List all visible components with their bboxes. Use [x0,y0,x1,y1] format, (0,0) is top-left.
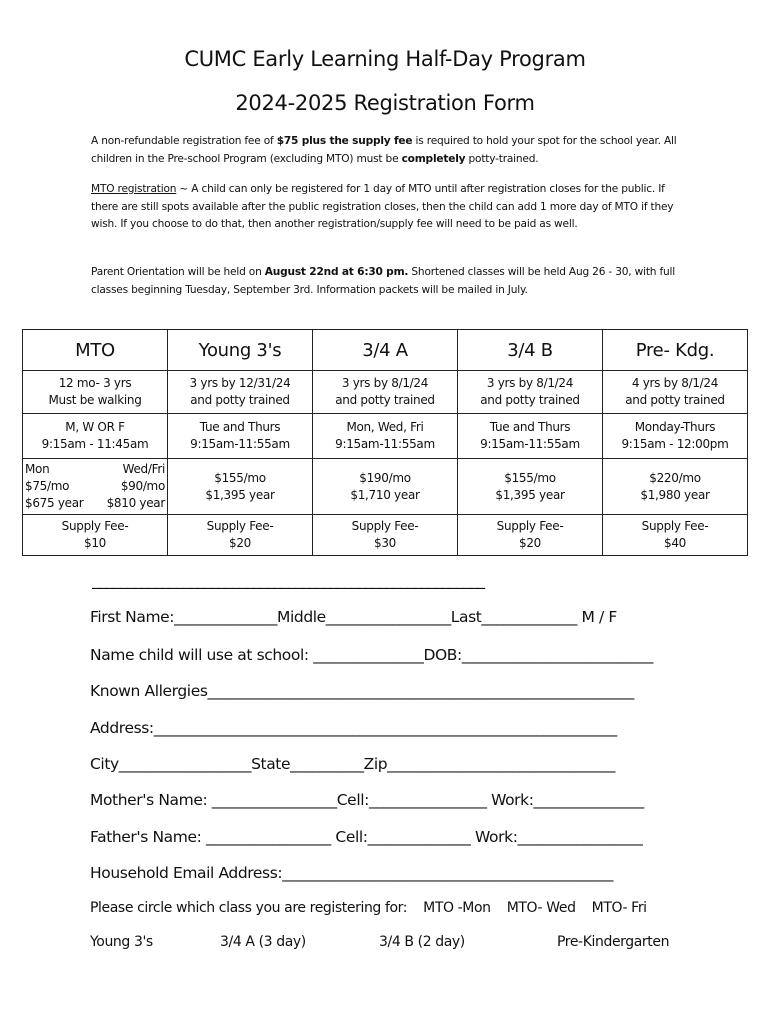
school-name-dob-line[interactable]: Name child will use at school: _______________DOB:__________________________ [90,646,653,664]
option-34b[interactable]: 3/4 B (2 day) [379,934,465,950]
age-line: Must be walking [48,393,142,407]
age-line: 12 mo- 3 yrs [58,376,132,390]
age-line: and potty trained [625,393,725,407]
price-monthly: $155/mo [504,470,556,485]
header-34b: 3/4 B [458,330,603,371]
price-cell [603,459,748,515]
fee-cell [313,515,458,556]
supply-fee-row [23,515,748,556]
city-state-zip-line[interactable]: City__________________State__________Zip_______________________________ [90,755,616,773]
schedule-days: Tue and Thurs [199,420,281,434]
schedule-cell [313,414,458,459]
fee-cell [168,515,313,556]
option-pre-kindergarten[interactable]: Pre-Kindergarten [557,934,670,950]
orientation-text: Parent Orientation will be held on [91,266,265,278]
fee-emphasis: completely [401,152,466,165]
fee-amount: $75 plus the supply fee [276,135,413,147]
schedule-cell [603,414,748,459]
schedule-days: Tue and Thurs [489,420,571,434]
age-cell [23,371,168,414]
age-cell [168,371,313,414]
class-table [22,329,748,556]
header-young-3s: Young 3's [168,330,313,371]
orientation-paragraph [91,264,691,299]
price-yearly: $1,395 year [495,487,565,502]
mto-registration-text: ~ A child can only be registered for 1 day of MTO until after registration closes for the public. If there are still spots available after the public registration closes, then the child can add 1 more day of MTO if they wish. If you choose to do that, then another registration/supply fee will need to be paid as well. [91,183,674,230]
class-selection-label: Please circle which class you are registering for: [90,900,408,916]
fee-label: Supply Fee- [351,519,419,533]
mto-yearly [25,495,165,512]
fee-label: Supply Fee- [496,519,564,533]
schedule-hours: 9:15am - 12:00pm [621,437,729,451]
fee-amount: $40 [663,536,686,550]
class-header-row [23,330,748,371]
email-field-line[interactable]: Household Email Address:_____________________________________________ [90,864,613,882]
fee-amount: $20 [518,536,541,550]
fee-amount: $10 [83,536,106,550]
option-34a[interactable]: 3/4 A (3 day) [220,934,306,950]
mto-wedfri-monthly: $90/mo [120,479,165,493]
age-line: 3 yrs by 12/31/24 [189,376,291,390]
schedule-cell [168,414,313,459]
fee-cell [603,515,748,556]
schedule-days: Monday-Thurs [634,420,716,434]
schedule-cell [23,414,168,459]
fee-text-end: potty-trained. [465,152,539,165]
mto-monthly [25,478,165,495]
age-cell [458,371,603,414]
fee-label: Supply Fee- [206,519,274,533]
fee-text: A non-refundable registration fee of [91,135,277,147]
fee-cell [23,515,168,556]
age-line: and potty trained [335,393,435,407]
address-field-line[interactable]: Address:_______________________________________________________________ [90,719,617,737]
price-yearly: $1,710 year [350,487,420,502]
father-field-line[interactable]: Father's Name: _________________ Cell:______________ Work:_________________ [90,828,643,846]
mto-registration-label: MTO registration [91,183,177,195]
schedule-days: M, W OR F [65,420,125,434]
schedule-hours: 9:15am-11:55am [480,437,580,451]
age-cell [313,371,458,414]
age-row [23,371,748,414]
mto-wedfri-yearly: $810 year [106,496,165,510]
mto-mon-monthly: $75/mo [25,479,70,493]
header-pre-kdg: Pre- Kdg. [603,330,748,371]
cut-line: ________________________________________________________ [92,570,484,589]
age-line: and potty trained [480,393,580,407]
fee-amount: $20 [228,536,251,550]
header-34a: 3/4 A [313,330,458,371]
orientation-date: August 22nd at 6:30 pm. [264,266,409,278]
age-line: and potty trained [190,393,290,407]
age-line: 3 yrs by 8/1/24 [341,376,429,390]
name-field-line[interactable]: First Name:______________Middle_________________Last_____________ M / F [90,608,617,626]
price-cell [313,459,458,515]
price-yearly: $1,980 year [640,487,710,502]
mto-paragraph [91,181,691,234]
class-selection-row [90,900,647,916]
mother-field-line[interactable]: Mother's Name: _________________Cell:________________ Work:_______________ [90,791,644,809]
fee-text-2: is required to hold your spot for the school year. All children in the Pre-school Program (excluding MTO) must be [91,135,677,165]
mto-mon-label: Mon [25,462,50,476]
schedule-days: Mon, Wed, Fri [346,420,424,434]
option-young-3s[interactable]: Young 3's [90,934,153,950]
age-line: 4 yrs by 8/1/24 [631,376,719,390]
page-title: CUMC Early Learning Half-Day Program [184,47,586,71]
mto-mon-yearly: $675 year [25,496,84,510]
schedule-hours: 9:15am-11:55am [190,437,290,451]
allergies-field-line[interactable]: Known Allergies__________________________________________________________ [90,682,634,700]
page-subtitle: 2024-2025 Registration Form [235,91,535,115]
price-cell [458,459,603,515]
price-monthly: $220/mo [649,470,701,485]
age-cell [603,371,748,414]
fee-amount: $30 [373,536,396,550]
fee-label: Supply Fee- [61,519,129,533]
mto-wedfri-label: Wed/Fri [122,462,165,476]
price-monthly: $190/mo [359,470,411,485]
price-cell [168,459,313,515]
schedule-cell [458,414,603,459]
option-mto-wed[interactable]: MTO- Wed [506,900,576,916]
price-row [23,459,748,515]
fee-cell [458,515,603,556]
fee-label: Supply Fee- [641,519,709,533]
price-yearly: $1,395 year [205,487,275,502]
price-monthly: $155/mo [214,470,266,485]
header-mto: MTO [23,330,168,371]
option-mto-mon[interactable]: MTO -Mon [423,900,491,916]
schedule-row [23,414,748,459]
fee-paragraph [91,133,691,168]
schedule-hours: 9:15am-11:55am [335,437,435,451]
age-line: 3 yrs by 8/1/24 [486,376,574,390]
mto-price-labels [25,461,165,478]
orientation-text-2: Shortened classes will be held Aug 26 - 30, with full classes beginning Tuesday, September 3rd. Information packets will be mailed in July. [91,266,675,296]
option-mto-fri[interactable]: MTO- Fri [591,900,647,916]
mto-price-cell [23,459,168,515]
schedule-hours: 9:15am - 11:45am [41,437,149,451]
